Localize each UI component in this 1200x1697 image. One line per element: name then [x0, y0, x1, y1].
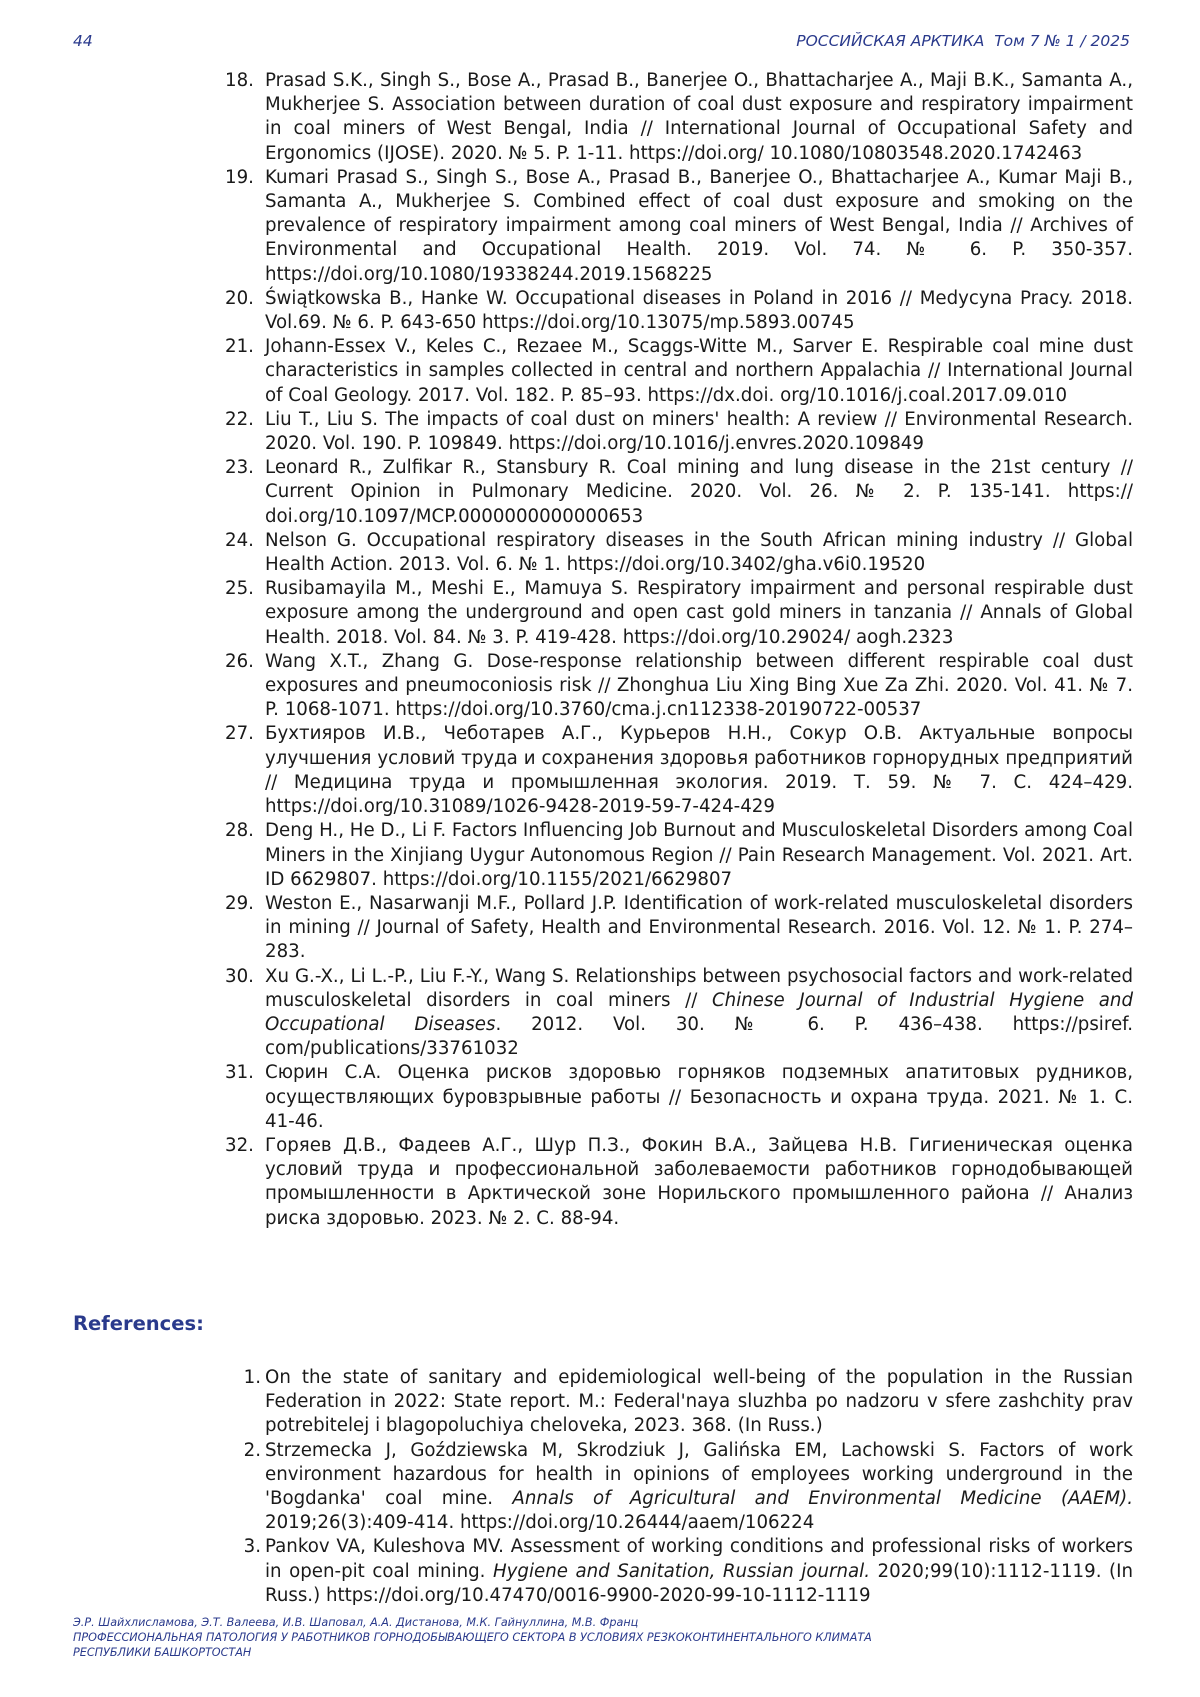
reference-number: 18. — [225, 70, 254, 91]
reference-number: 28. — [225, 820, 254, 842]
reference-number: 31. — [225, 1062, 254, 1084]
reference-item — [225, 1439, 1133, 1536]
reference-item — [225, 965, 1133, 1062]
reference-text: On the state of sanitary and epidemiological well-being of the population in the Russian Federation in 2022: State report. M.: Federal'naya sluzhba po nadzoru v sfere zashchity prav potrebitelej i blagopoluchiya cheloveka, 2023. 368. (In Russ.) — [265, 1367, 1133, 1437]
reference-item — [225, 456, 1133, 529]
reference-number: 2. — [243, 1439, 261, 1461]
reference-text: Pankov VA, Kuleshova MV. Assessment of working conditions and professional risks of workers in open-pit coal mining. Hygiene and Sanitation, Russian journal. 2020;99(10):1112-1119. (In Russ.) https://doi.org/10.47470/0016-9900-2020-99-10-1112-1119 — [265, 1536, 1134, 1606]
reference-number: 30. — [225, 965, 254, 987]
reference-text: Prasad S.K., Singh S., Bose A., Prasad B., Banerjee O., Bhattacharjee A., Maji B.K., Samanta A., Mukherjee S. Association between duration of coal dust exposure and respiratory impairment in coal miners of West Bengal, India // International Journal of Occupational Safety and Ergonomics (IJOSE). 2020. № 5. P. 1-11. https://doi.org/ 10.1080/10803548.2020.1742463 — [265, 70, 1133, 164]
reference-item — [225, 1535, 1133, 1608]
reference-text: Deng H., He D., Li F. Factors Influencing Job Burnout and Musculoskeletal Disorders among Coal Miners in the Xinjiang Uygur Autonomous Region // Pain Research Management. Vol. 2021. Art. ID 6629807. https://doi.org/10.1155/2021/6629807 — [265, 820, 1133, 890]
reference-item — [225, 335, 1133, 408]
reference-item — [225, 819, 1133, 892]
reference-number: 20. — [225, 287, 254, 309]
reference-text: Rusibamayila M., Meshi E., Mamuya S. Respiratory impairment and personal respirable dust exposure among the underground and open cast gold miners in tanzania // Annals of Global Health. 2018. Vol. 84. № 3. P. 419-428. https://doi.org/10.29024/ aogh.2323 — [265, 578, 1133, 648]
reference-text: Leonard R., Zulfikar R., Stansbury R. Coal mining and lung disease in the 21st century // Current Opinion in Pulmonary Medicine. 2020. Vol. 26. № 2. P. 135-141. https:// doi.org/10.1097/MCP.0000000000000653 — [265, 457, 1133, 527]
reference-item — [225, 1134, 1133, 1231]
reference-number: 26. — [225, 650, 254, 672]
footer-authors: Э.Р. Шайхлисламова, Э.Т. Валеева, И.В. Шаповал, А.А. Дистанова, М.К. Гайнуллина, М.В. Франц — [73, 1616, 639, 1629]
journal-name-italic: Annals of Agricultural and Environmental Medicine (AAEM). — [512, 1488, 1133, 1510]
reference-text: Nelson G. Occupational respiratory diseases in the South African mining industry // Global Health Action. 2013. Vol. 6. № 1. https://doi.org/10.3402/gha.v6i0.19520 — [265, 529, 1133, 576]
reference-item — [225, 1366, 1133, 1439]
reference-item — [225, 529, 1133, 577]
reference-number: 1. — [243, 1367, 261, 1388]
reference-number: 23. — [225, 457, 254, 479]
footer-article-title: ПРОФЕССИОНАЛЬНАЯ ПАТОЛОГИЯ У РАБОТНИКОВ ГОРНОДОБЫВАЮЩЕГО СЕКТОРА В УСЛОВИЯХ РЕЗКОКОНТИНЕНТАЛЬНОГО КЛИМАТА — [73, 1631, 872, 1644]
footer-article-title-continued: РЕСПУБЛИКИ БАШКОРТОСТАН — [73, 1646, 252, 1659]
reference-item — [225, 650, 1133, 723]
reference-text: Xu G.-X., Li L.-P., Liu F.-Y., Wang S. Relationships between psychosocial factors and work-related musculoskeletal disorders in coal miners // Chinese Journal of Industrial Hygiene and Occupational Diseases. 2012. Vol. 30. № 6. P. 436–438. https://psiref. com/publications/33761032 — [265, 965, 1134, 1060]
reference-text: Горяев Д.В., Фадеев А.Г., Шур П.З., Фокин В.А., Зайцева Н.В. Гигиеническая оценка условий труда и профессиональной заболеваемости работников горнодобывающей промышленности в Арктической зоне Норильского промышленного района // Анализ риска здоровью. 2023. № 2. С. 88-94. — [265, 1134, 1133, 1229]
reference-number: 3. — [243, 1536, 261, 1558]
reference-number: 24. — [225, 529, 254, 551]
reference-number: 21. — [225, 336, 254, 358]
reference-number: 32. — [225, 1134, 254, 1156]
reference-item — [225, 287, 1133, 335]
reference-text: Сюрин С.А. Оценка рисков здоровью горняков подземных апатитовых рудников, осуществляющих буровзрывные работы // Безопасность и охрана труда. 2021. № 1. С. 41-46. — [265, 1062, 1133, 1132]
reference-text: Weston E., Nasarwanji M.F., Pollard J.P. Identification of work-related musculoskeletal disorders in mining // Journal of Safety, Health and Environmental Research. 2016. Vol. 12. № 1. P. 274–283. — [265, 892, 1133, 963]
reference-number: 22. — [225, 408, 254, 430]
reference-text: Wang X.T., Zhang G. Dose-response relationship between different respirable coal dust exposures and pneumoconiosis risk // Zhonghua Liu Xing Bing Xue Za Zhi. 2020. Vol. 41. № 7. P. 1068-1071. https://doi.org/10.3760/cma.j.cn112338-20190722-00537 — [265, 650, 1133, 721]
reference-text: Strzemecka J, Goździewska M, Skrodziuk J, Galińska EM, Lachowski S. Factors of work environment hazardous for health in opinions of employees working underground in the 'Bogdanka' coal mine. Annals of Agricultural and Environmental Medicine (AAEM). 2019;26(3):409-414. https://doi.org/10.26444/aaem/106224 — [265, 1439, 1133, 1534]
reference-text: Kumari Prasad S., Singh S., Bose A., Prasad B., Banerjee O., Bhattacharjee A., Kumar Maji B., Samanta A., Mukherjee S. Combined effect of coal dust exposure and smoking on the prevalence of respiratory impairment among coal miners of West Bengal, India // Archives of Environmental and Occupational Health. 2019. Vol. 74. № 6. P. 350-357. https://doi.org/10.1080/19338244.2019.1568225 — [265, 166, 1133, 285]
reference-item — [225, 408, 1133, 456]
reference-item — [225, 166, 1133, 287]
journal-name-italic: Chinese Journal of Industrial Hygiene and Occupational Diseases — [265, 989, 1134, 1035]
reference-number: 27. — [225, 723, 254, 745]
running-footer — [73, 1615, 1133, 1660]
reference-list-en — [225, 1366, 1133, 1608]
reference-text: Johann-Essex V., Keles C., Rezaee M., Scaggs-Witte M., Sarver E. Respirable coal mine dust characteristics in samples collected in central and northern Appalachia // International Journal of Coal Geology. 2017. Vol. 182. P. 85–93. https://dx.doi. org/10.1016/j.coal.2017.09.010 — [265, 336, 1133, 406]
reference-text: Бухтияров И.В., Чеботарев А.Г., Курьеров Н.Н., Сокур О.В. Актуальные вопросы улучшения условий труда и сохранения здоровья работников горнорудных предприятий // Медицина труда и промышленная экология. 2019. Т. 59. № 7. С. 424–429. https://doi.org/10.31089/1026-9428-2019-59-7-424-429 — [265, 723, 1133, 818]
reference-item — [225, 577, 1133, 650]
reference-text: Liu T., Liu S. The impacts of coal dust on miners' health: A review // Environmental Research. 2020. Vol. 190. P. 109849. https://doi.org/10.1016/j.envres.2020.109849 — [265, 408, 1133, 455]
references-heading: References: — [73, 1312, 204, 1335]
reference-text: Świątkowska B., Hanke W. Occupational diseases in Poland in 2016 // Medycyna Pracy. 2018. Vol.69. № 6. P. 643-650 https://doi.org/10.13075/mp.5893.00745 — [265, 287, 1133, 334]
journal-title: РОССИЙСКАЯ АРКТИКА Том 7 № 1 / 2025 — [796, 32, 1130, 50]
running-header — [73, 32, 1130, 54]
reference-number: 29. — [225, 892, 254, 914]
reference-item — [225, 1061, 1133, 1134]
reference-number: 19. — [225, 166, 254, 188]
reference-item — [225, 722, 1133, 819]
page-number: 44 — [73, 32, 93, 50]
reference-item — [225, 892, 1133, 965]
reference-list-ru — [225, 69, 1133, 1231]
journal-name-italic: Hygiene and Sanitation, Russian journal. — [492, 1560, 870, 1582]
reference-item — [225, 69, 1133, 166]
reference-number: 25. — [225, 578, 254, 600]
